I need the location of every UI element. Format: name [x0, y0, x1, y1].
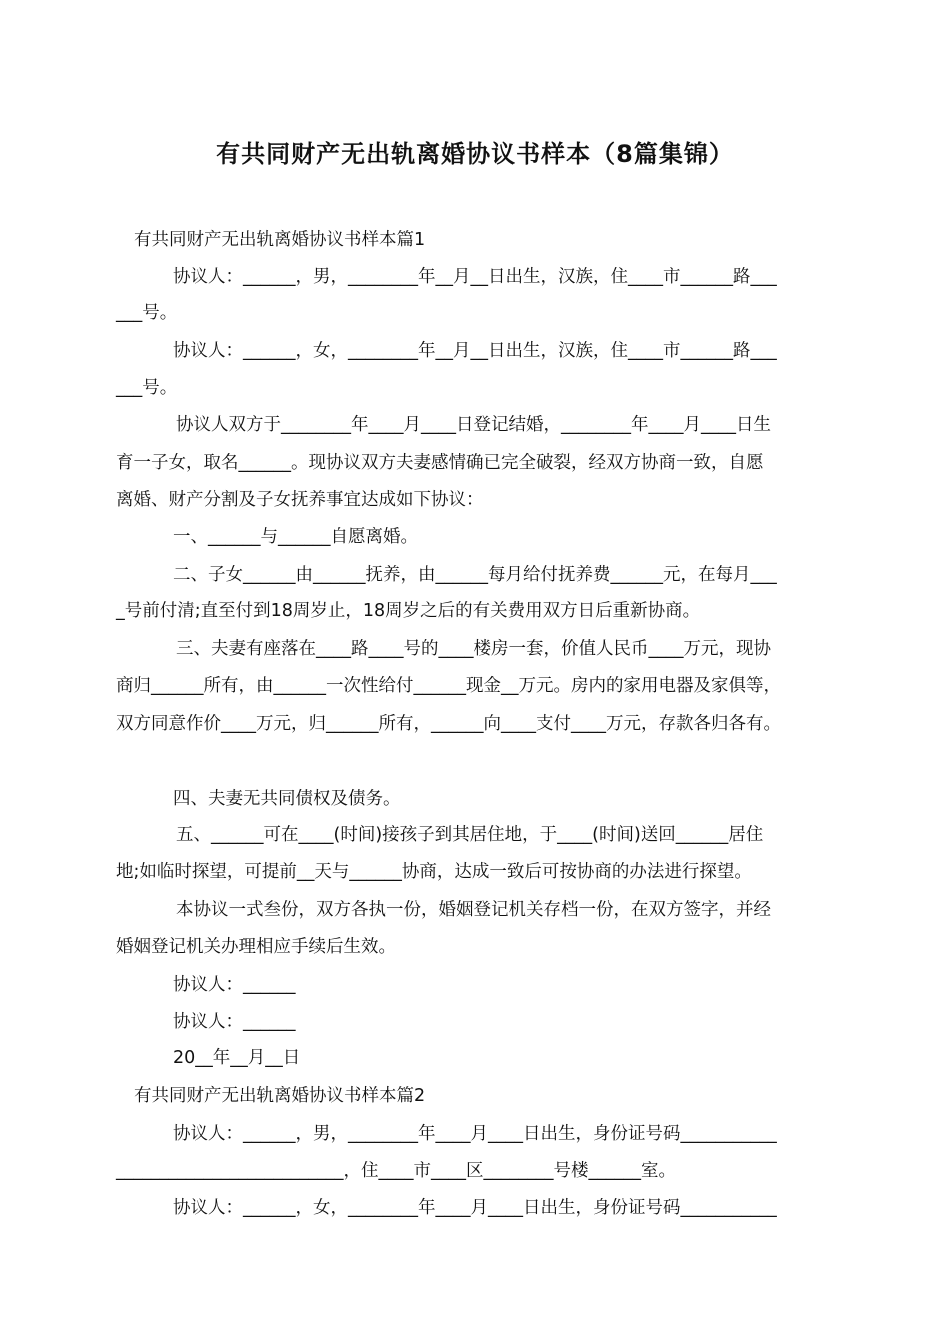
section-heading-2: 有共同财产无出轨离婚协议书样本篇2: [134, 1086, 426, 1106]
paragraph-line: 本协议一式叁份，双方各执一份，婚姻登记机关存档一份，在双方签字，并经: [176, 900, 771, 920]
paragraph-line: 协议人：______，男，________年____月____日出生，身份证号码___________: [173, 1124, 777, 1144]
paragraph-line: 一、______与______自愿离婚。: [173, 527, 418, 547]
paragraph-line: 协议人双方于________年____月____日登记结婚，________年____月____日生: [176, 415, 771, 435]
paragraph-line: 三、夫妻有座落在____路____号的____楼房一套，价值人民币____万元，现协: [176, 639, 771, 659]
paragraph-line: 协议人：______，女，________年____月____日出生，身份证号码___________: [173, 1198, 777, 1218]
paragraph-line: _号前付清;直至付到18周岁止，18周岁之后的有关费用双方日后重新协商。: [116, 601, 701, 621]
signature-line: 协议人：______: [173, 1012, 296, 1032]
paragraph-line: 四、夫妻无共同债权及债务。: [173, 789, 401, 809]
paragraph-line: 五、______可在____(时间)接孩子到其居住地，于____(时间)送回______居住: [176, 825, 764, 845]
paragraph-line: 协议人：______，男，________年__月__日出生，汉族，住____市______路___: [173, 267, 777, 287]
section-heading-1: 有共同财产无出轨离婚协议书样本篇1: [134, 230, 426, 250]
paragraph-line: ___号。: [116, 303, 178, 323]
paragraph-line: __________________________，住____市____区________号楼______室。: [116, 1161, 676, 1181]
paragraph-line: 离婚、财产分割及子女抚养事宜达成如下协议：: [116, 490, 484, 510]
paragraph-line: 商归______所有，由______一次性给付______现金__万元。房内的家用电器及家俱等，: [116, 676, 781, 696]
signature-line: 协议人：______: [173, 975, 296, 995]
paragraph-line: ___号。: [116, 378, 178, 398]
paragraph-line: 双方同意作价____万元，归______所有，______向____支付____万元，存款各归各有。: [116, 714, 781, 734]
date-line: 20__年__月__日: [173, 1048, 301, 1068]
paragraph-line: 婚姻登记机关办理相应手续后生效。: [116, 937, 396, 957]
document-title: 有共同财产无出轨离婚协议书样本（8篇集锦）: [216, 140, 734, 168]
paragraph-line: 协议人：______，女，________年__月__日出生，汉族，住____市______路___: [173, 341, 777, 361]
paragraph-line: 二、子女______由______抚养，由______每月给付抚养费______元，在每月___: [173, 565, 777, 585]
paragraph-line: 育一子女，取名______。现协议双方夫妻感情确已完全破裂，经双方协商一致，自愿: [116, 453, 764, 473]
paragraph-line: 地;如临时探望，可提前__天与______协商，达成一致后可按协商的办法进行探望。: [116, 862, 752, 882]
